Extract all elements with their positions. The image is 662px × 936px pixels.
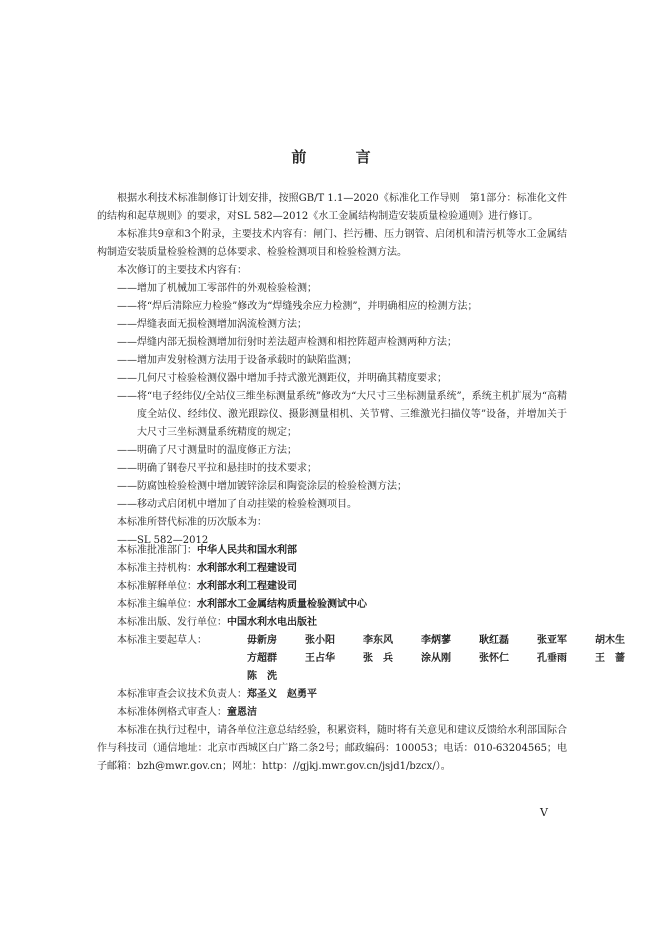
drafter-name: 胡木生 <box>595 635 625 646</box>
approving-department: 本标准批准部门：中华人民共和国水利部 <box>117 545 297 556</box>
intro-paragraph: 本次修订的主要技术内容有： <box>117 265 247 276</box>
change-item: ——将“焊后清除应力检验”修改为“焊缝残余应力检测”，并明确相应的检测方法； <box>117 301 478 312</box>
intro-paragraph: 根据水利技术标准制修订计划安排，按照GB/T 1.1—2020《标准化工作导则 第1部分：标准化文件的结构和起草规则》的要求，对SL 582—2012《水工金属结构制造安装质量检验通则》进行修订。 <box>97 193 567 222</box>
change-item: ——移动式启闭机中增加了自动挂梁的检验检测项目。 <box>117 499 357 510</box>
drafter-name: 张亚军 <box>537 635 567 646</box>
drafters-line <box>247 668 305 686</box>
drafter-name: 李东风 <box>363 635 393 646</box>
drafters-line <box>247 650 653 668</box>
drafter-name: 毋新房 <box>247 635 277 646</box>
interpretation-unit: 本标准解释单位：水利部水利工程建设司 <box>117 581 297 592</box>
drafter-name: 李炳蓼 <box>421 635 451 646</box>
change-item: ——焊缝内部无损检测增加衍射时差法超声检测和相控阵超声检测两种方法； <box>117 337 457 348</box>
intro-paragraph: 本标准共9章和3个附录，主要技术内容有：闸门、拦污栅、压力钢管、启闭机和清污机等水工金属结构制造安装质量检验检测的总体要求、检验检测项目和检验检测方法。 <box>97 229 567 258</box>
change-item: ——明确了钢卷尺平拉和悬挂时的技术要求； <box>117 463 317 474</box>
chief-editor-unit: 本标准主编单位：水利部水工金属结构质量检验测试中心 <box>117 599 367 610</box>
drafter-name: 方超群 <box>247 653 277 664</box>
change-item: ——明确了尺寸测量时的温度修正方法； <box>117 445 297 456</box>
drafter-name: 耿红磊 <box>479 635 509 646</box>
drafter-name: 王 蔷 <box>595 653 625 664</box>
drafters-line <box>247 632 653 650</box>
host-organization: 本标准主持机构：水利部水利工程建设司 <box>117 563 297 574</box>
history-intro: 本标准所替代标准的历次版本为： <box>117 517 267 528</box>
change-item: ——增加声发射检测方法用于设备承载时的缺陷监测； <box>117 355 357 366</box>
page-title: 前 言 <box>291 148 393 166</box>
review-technical-lead: 本标准审查会议技术负责人：郑圣义 赵勇平 <box>117 689 317 700</box>
format-reviewer: 本标准体例格式审查人：童恩洁 <box>117 707 257 718</box>
change-item: ——将“电子经纬仪/全站仪三维坐标测量系统”修改为“大尺寸三坐标测量系统”，系统主机扩展为“高精度全站仪、经纬仪、激光跟踪仪、摄影测量相机、关节臂、三维激光扫描仪等”设备，并增加关于大尺寸三坐标测量系统精度的规定； <box>117 391 567 438</box>
standard-metadata <box>97 542 625 776</box>
drafter-name: 孔垂雨 <box>537 653 567 664</box>
change-item: ——几何尺寸检验检测仪器中增加手持式激光测距仪，并明确其精度要求； <box>117 373 447 384</box>
history-item: ——SL 582—2012 <box>117 535 209 546</box>
drafter-name: 陈 洗 <box>247 671 277 682</box>
change-item: ——防腐蚀检验检测中增加镀锌涂层和陶瓷涂层的检验检测方法； <box>117 481 407 492</box>
change-item: ——增加了机械加工零部件的外观检验检测； <box>117 283 317 294</box>
drafter-name: 张 兵 <box>363 653 393 664</box>
foreword-body <box>97 190 567 550</box>
drafter-name: 王占华 <box>305 653 335 664</box>
drafter-name: 张小阳 <box>305 635 335 646</box>
drafter-name: 张怀仁 <box>479 653 509 664</box>
publisher: 本标准出版、发行单位：中国水利水电出版社 <box>117 617 317 628</box>
closing-paragraph: 本标准在执行过程中，请各单位注意总结经验，积累资料，随时将有关意见和建议反馈给水利部国际合作与科技司（通信地址：北京市西城区白广路二条2号；邮政编码：100053；电话：010-63204565；电子邮箱：bzh@mwr.gov.cn；网址：http：//gjkj.mwr.gov.cn/jsjd1/bzcx/）。 <box>97 725 567 772</box>
main-drafters: 本标准主要起草人： 毋新房 张小阳 李东风 李炳蓼 耿红磊 张亚军 胡木生 方超群 王占华 张 兵 涂从刚 张怀仁 孔垂雨 王 蔷 陈 洗 <box>97 632 567 686</box>
page-number: V <box>540 806 548 819</box>
drafter-name: 涂从刚 <box>421 653 451 664</box>
change-item: ——焊缝表面无损检测增加涡流检测方法； <box>117 319 307 330</box>
